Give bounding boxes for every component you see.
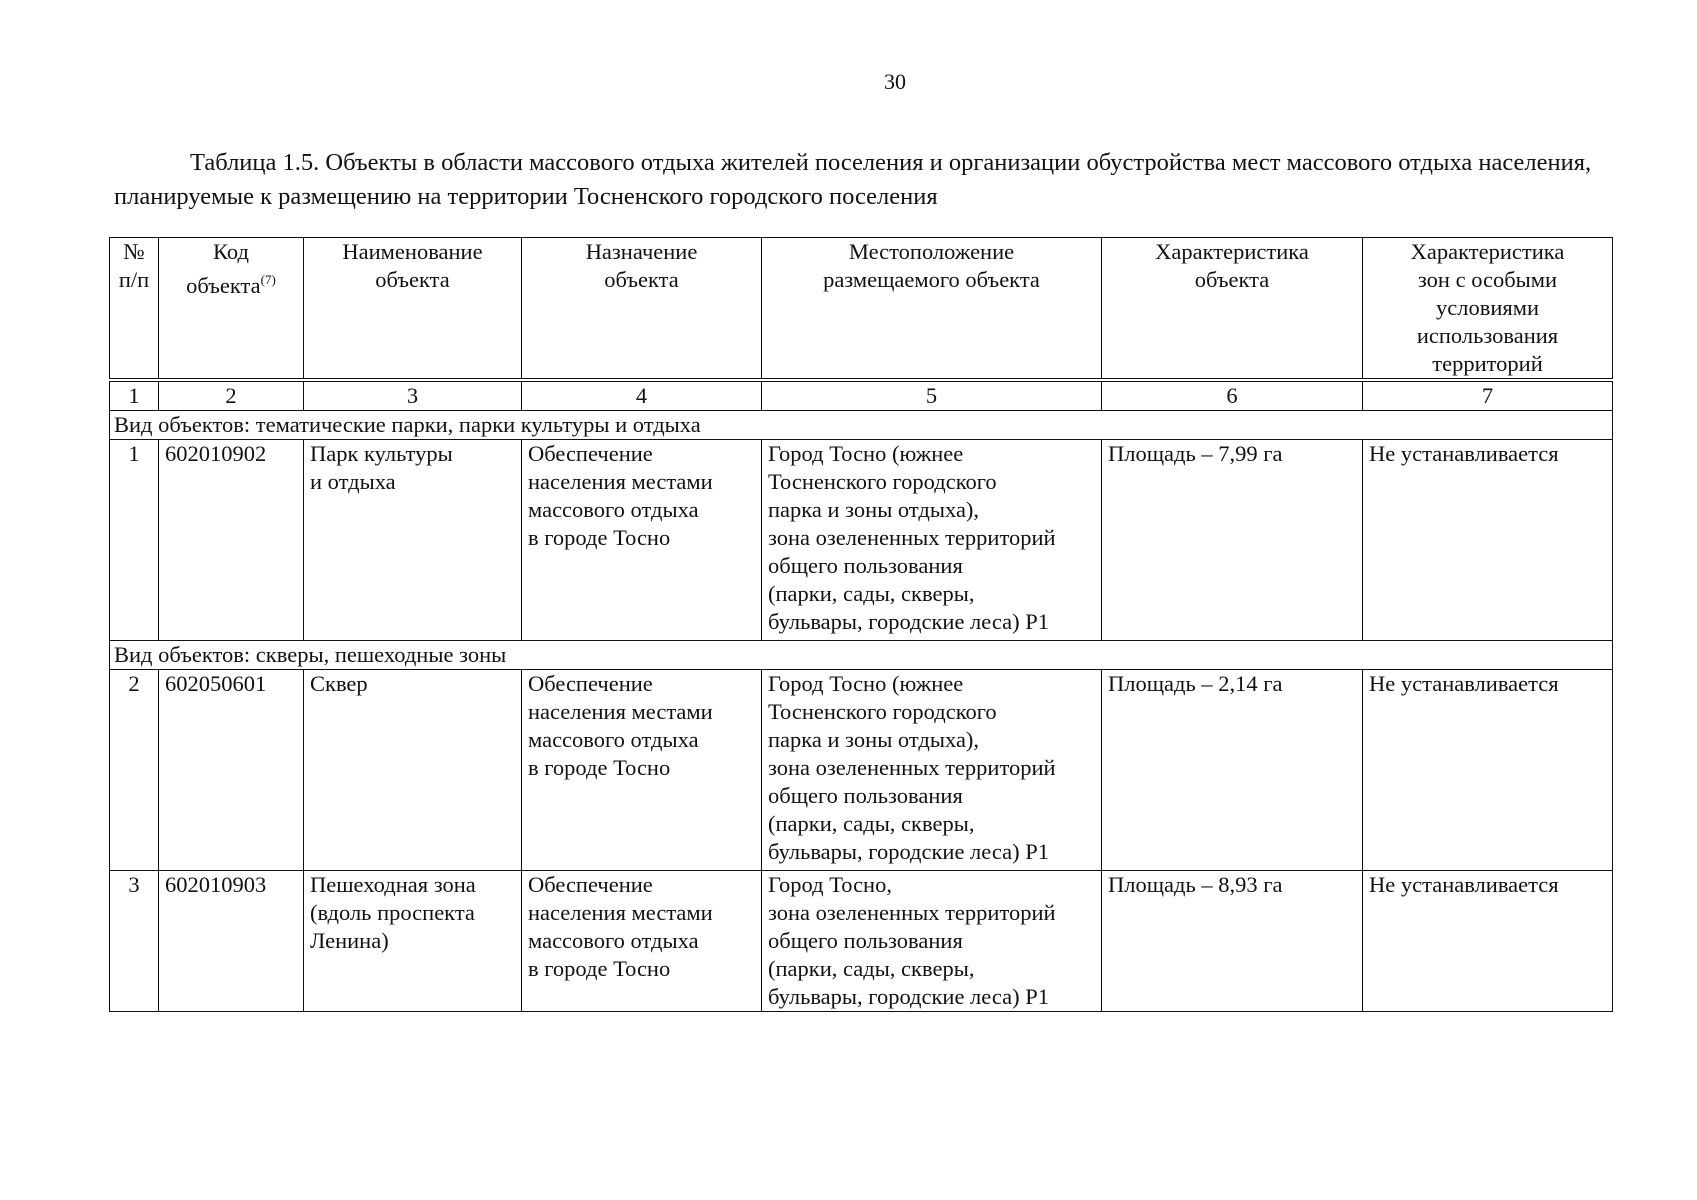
row-number: 1 [110,440,159,641]
column-number: 2 [159,382,304,411]
object-name: Сквер [304,670,522,871]
object-characteristic: Площадь – 2,14 га [1102,670,1363,871]
header-cell-purpose: Назначение объекта [522,238,762,379]
group-title: Вид объектов: тематические парки, парки культуры и отдыха [110,411,1613,440]
column-number: 3 [304,382,522,411]
header-code-footnote: (7) [260,272,276,287]
column-number: 6 [1102,382,1363,411]
group-title: Вид объектов: скверы, пешеходные зоны [110,641,1613,670]
object-purpose: Обеспечение населения местами массового отдыха в городе Тосно [522,670,762,871]
object-location: Город Тосно (южнее Тосненского городского парка и зоны отдыха), зона озелененных территорий общего пользования (парки, сады, скверы, бульвары, городские леса) Р1 [762,670,1102,871]
object-name: Пешеходная зона (вдоль проспекта Ленина) [304,871,522,1012]
column-number: 5 [762,382,1102,411]
table-caption: Таблица 1.5. Объекты в области массового отдыха жителей поселения и организации обустройства мест массового отдыха населения, планируемые к размещению на территории Тосненского городского поселения [114,149,1592,210]
column-number-row [110,382,1613,411]
object-code: 602010902 [159,440,304,641]
object-location: Город Тосно, зона озелененных территорий общего пользования (парки, сады, скверы, бульвары, городские леса) Р1 [762,871,1102,1012]
object-characteristic: Площадь – 7,99 га [1102,440,1363,641]
header-code-text: Код объекта [186,239,261,298]
table-row [110,440,1613,641]
group-row [110,641,1613,670]
object-purpose: Обеспечение населения местами массового отдыха в городе Тосно [522,871,762,1012]
table-row [110,670,1613,871]
object-zones: Не устанавливается [1363,670,1613,871]
page-number: 30 [884,69,906,94]
header-cell-location: Местоположение размещаемого объекта [762,238,1102,379]
object-purpose: Обеспечение населения местами массового отдыха в городе Тосно [522,440,762,641]
table-row [110,871,1613,1012]
column-number: 7 [1363,382,1613,411]
header-cell-zones: Характеристика зон с особыми условиями использования территорий [1363,238,1613,379]
object-name: Парк культуры и отдыха [304,440,522,641]
object-code: 602010903 [159,871,304,1012]
object-code: 602050601 [159,670,304,871]
object-zones: Не устанавливается [1363,871,1613,1012]
object-location: Город Тосно (южнее Тосненского городского парка и зоны отдыха), зона озелененных территорий общего пользования (парки, сады, скверы, бульвары, городские леса) Р1 [762,440,1102,641]
header-row [110,238,1613,379]
header-cell-characteristic: Характеристика объекта [1102,238,1363,379]
group-row [110,411,1613,440]
header-cell-name: Наименование объекта [304,238,522,379]
header-cell-num: № п/п [110,238,159,379]
object-zones: Не устанавливается [1363,440,1613,641]
row-number: 3 [110,871,159,1012]
header-cell-code [159,238,304,379]
column-number: 1 [110,382,159,411]
object-characteristic: Площадь – 8,93 га [1102,871,1363,1012]
row-number: 2 [110,670,159,871]
objects-table [109,237,1613,1012]
column-number: 4 [522,382,762,411]
